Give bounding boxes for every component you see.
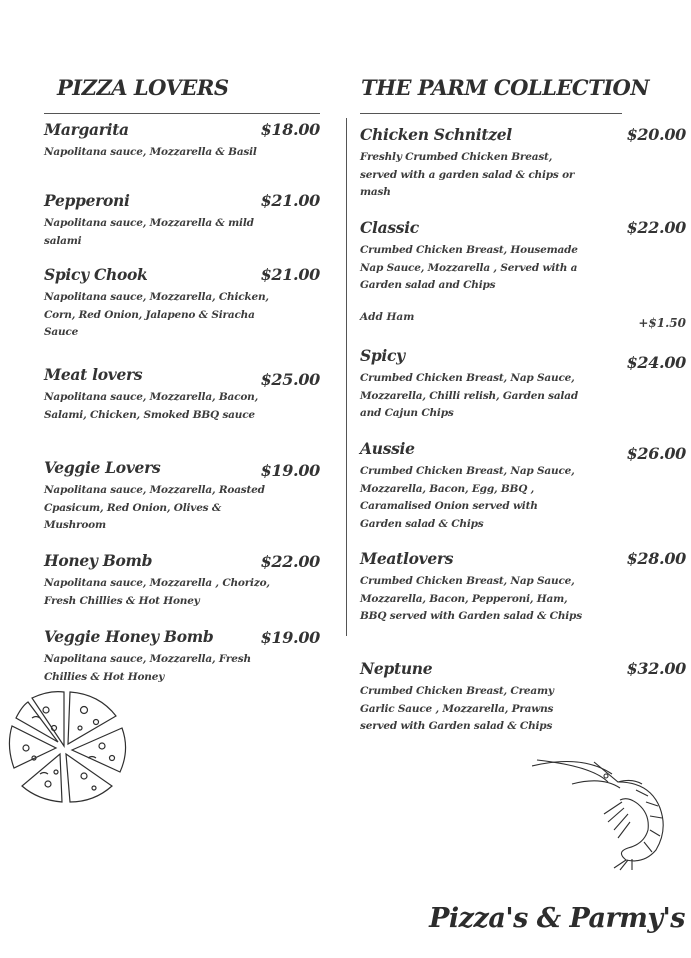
item-description: Freshly Crumbed Chicken Breast, served with a garden salad & chips or mash [360,151,575,198]
item-description: Napolitana sauce, Mozzarella, Bacon, Salami, Chicken, Smoked BBQ sauce [44,391,259,421]
shrimp-sketch-icon [532,756,690,871]
left-heading-divider [44,113,320,114]
pizza-lovers-heading: PIZZA LOVERS [57,75,229,100]
column-divider [346,118,347,636]
item-price: $19.00 [260,461,320,480]
item-name: Veggie Honey Bomb [44,627,214,646]
item-name: Aussie [360,439,415,458]
item-price: $26.00 [626,444,686,463]
item-price: $21.00 [260,265,320,284]
item-name: Chicken Schnitzel [360,125,512,144]
item-name: Margarita [44,120,129,139]
item-description: Crumbed Chicken Breast, Nap Sauce, Mozzarella, Bacon, Egg, BBQ , Caramalised Onion served with Garden salad & Chips [360,465,575,530]
parm-collection-heading: THE PARM COLLECTION [361,75,650,100]
item-price: $24.00 [626,353,686,372]
addon-label: Add Ham [360,311,415,323]
item-description: Napolitana sauce, Mozzarella, Chicken, Corn, Red Onion, Jalapeno & Siracha Sauce [44,291,269,338]
pizza-sketch-icon [4,688,134,808]
item-description: Napolitana sauce, Mozzarella & Basil [44,146,257,158]
item-price: $22.00 [626,218,686,237]
item-price: $22.00 [260,552,320,571]
item-price: $25.00 [260,370,320,389]
item-name: Honey Bomb [44,551,153,570]
item-description: Napolitana sauce, Mozzarella & mild salami [44,217,254,247]
item-description: Crumbed Chicken Breast, Housemade Nap Sauce, Mozzarella , Served with a Garden salad and Chips [360,244,578,291]
item-description: Crumbed Chicken Breast, Nap Sauce, Mozzarella, Chilli relish, Garden salad and Cajun Chips [360,372,578,419]
item-name: Spicy Chook [44,265,148,284]
item-price: $28.00 [626,549,686,568]
item-price: $21.00 [260,191,320,210]
item-name: Neptune [360,659,433,678]
item-price: $19.00 [260,628,320,647]
item-price: $18.00 [260,120,320,139]
item-name: Meatlovers [360,549,454,568]
item-description: Crumbed Chicken Breast, Nap Sauce, Mozzarella, Bacon, Pepperoni, Ham, BBQ served with Garden salad & Chips [360,575,582,622]
addon-price: +$1.50 [638,316,686,330]
right-heading-divider [360,113,622,114]
item-name: Veggie Lovers [44,458,161,477]
item-name: Spicy [360,346,405,365]
restaurant-title: Pizza's & Parmy's [429,903,685,934]
item-name: Meat lovers [44,365,143,384]
item-name: Classic [360,218,419,237]
item-description: Napolitana sauce, Mozzarella, Fresh Chillies & Hot Honey [44,653,251,683]
item-description: Napolitana sauce, Mozzarella , Chorizo, Fresh Chillies & Hot Honey [44,577,270,607]
item-price: $32.00 [626,659,686,678]
item-name: Pepperoni [44,191,130,210]
item-description: Crumbed Chicken Breast, Creamy Garlic Sauce , Mozzarella, Prawns served with Garden salad & Chips [360,685,554,732]
item-price: $20.00 [626,125,686,144]
item-description: Napolitana sauce, Mozzarella, Roasted Cpasicum, Red Onion, Olives & Mushroom [44,484,265,531]
